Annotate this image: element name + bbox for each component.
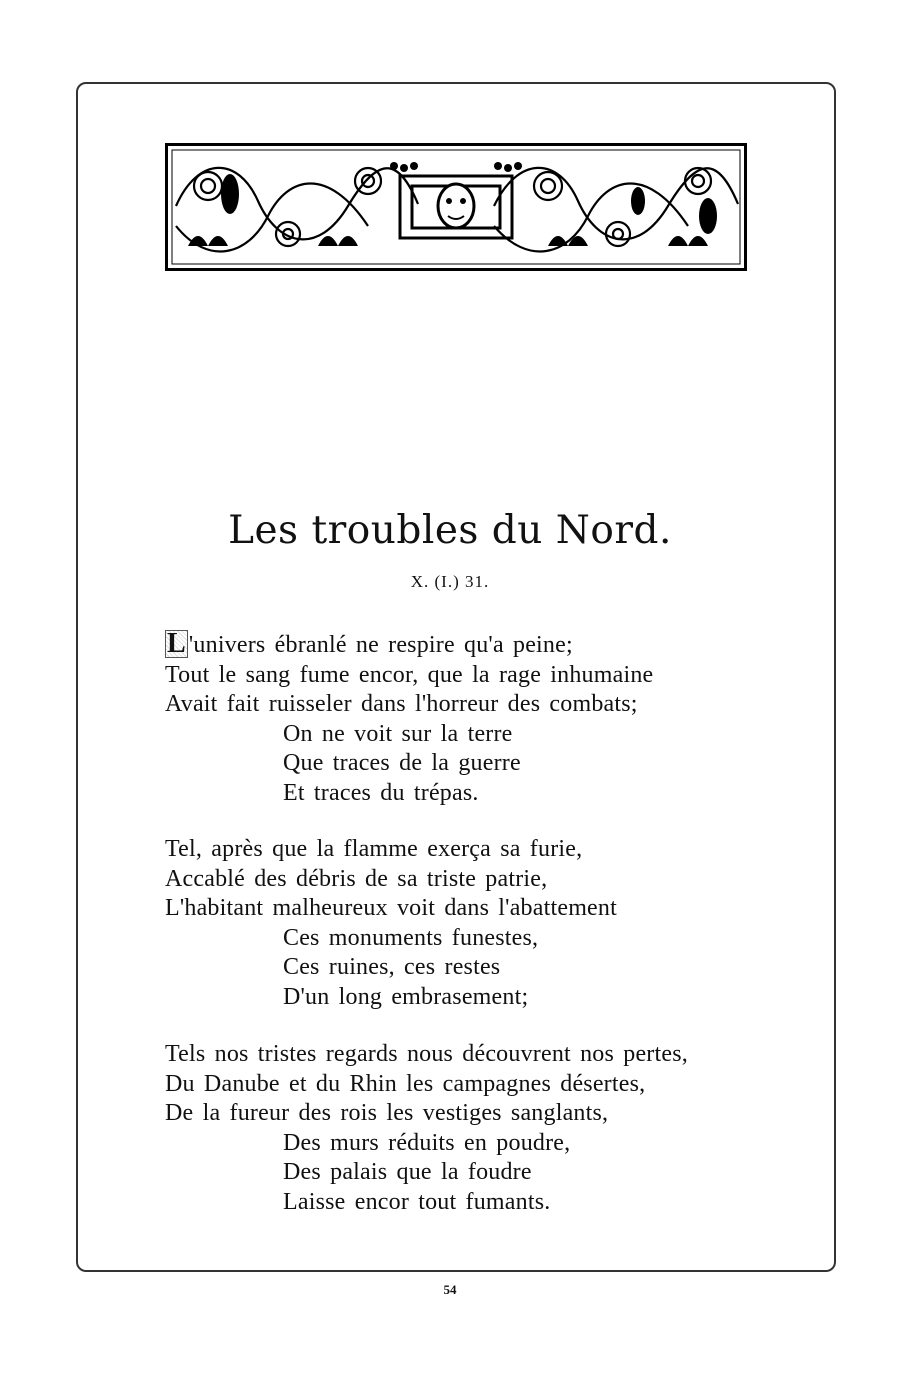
verse-line: Avait fait ruisseler dans l'horreur des combats;	[165, 691, 638, 717]
page-number: 54	[443, 1282, 457, 1297]
verse-line: Tel, après que la flamme exerça sa furie,	[165, 836, 583, 862]
stanza-3	[165, 1040, 688, 1217]
verse-line: Tout le sang fume encor, que la rage inhumaine	[165, 661, 654, 688]
header-ornament-banner	[165, 143, 747, 271]
illuminated-initial: L	[167, 628, 186, 659]
verse-line: Du Danube et du Rhin les campagnes désertes,	[165, 1070, 646, 1097]
stanza-1	[165, 630, 653, 808]
verse-line: L'habitant malheureux voit dans l'abattement	[165, 895, 617, 921]
verse-line: Laisse encor tout fumants.	[283, 1188, 551, 1215]
verse-line: Des murs réduits en poudre,	[283, 1129, 571, 1156]
verse-line-rest: 'univers ébranlé ne respire qu'a peine;	[188, 632, 573, 658]
verse-line: Ces monuments funestes,	[283, 924, 539, 951]
verse-line: Tels nos tristes regards nous découvrent nos pertes,	[165, 1041, 688, 1067]
poem-title: Les troubles du Nord.	[228, 508, 672, 553]
verse-line: Accablé des débris de sa triste patrie,	[165, 865, 548, 892]
verse-line: De la fureur des rois les vestiges sanglants,	[165, 1100, 609, 1126]
floral-scroll-ornament-icon	[168, 146, 744, 268]
verse-line: D'un long embrasement;	[283, 983, 529, 1010]
verse-line: On ne voit sur la terre	[283, 720, 513, 747]
stanza-2	[165, 835, 617, 1012]
verse-line: Ces ruines, ces restes	[283, 954, 501, 980]
verse-line: Et traces du trépas.	[283, 779, 479, 806]
verse-line: Que traces de la guerre	[283, 750, 521, 776]
verse-line: Des palais que la foudre	[283, 1159, 532, 1185]
verse-line	[165, 630, 653, 661]
poem-reference: X. (I.) 31.	[410, 572, 490, 591]
